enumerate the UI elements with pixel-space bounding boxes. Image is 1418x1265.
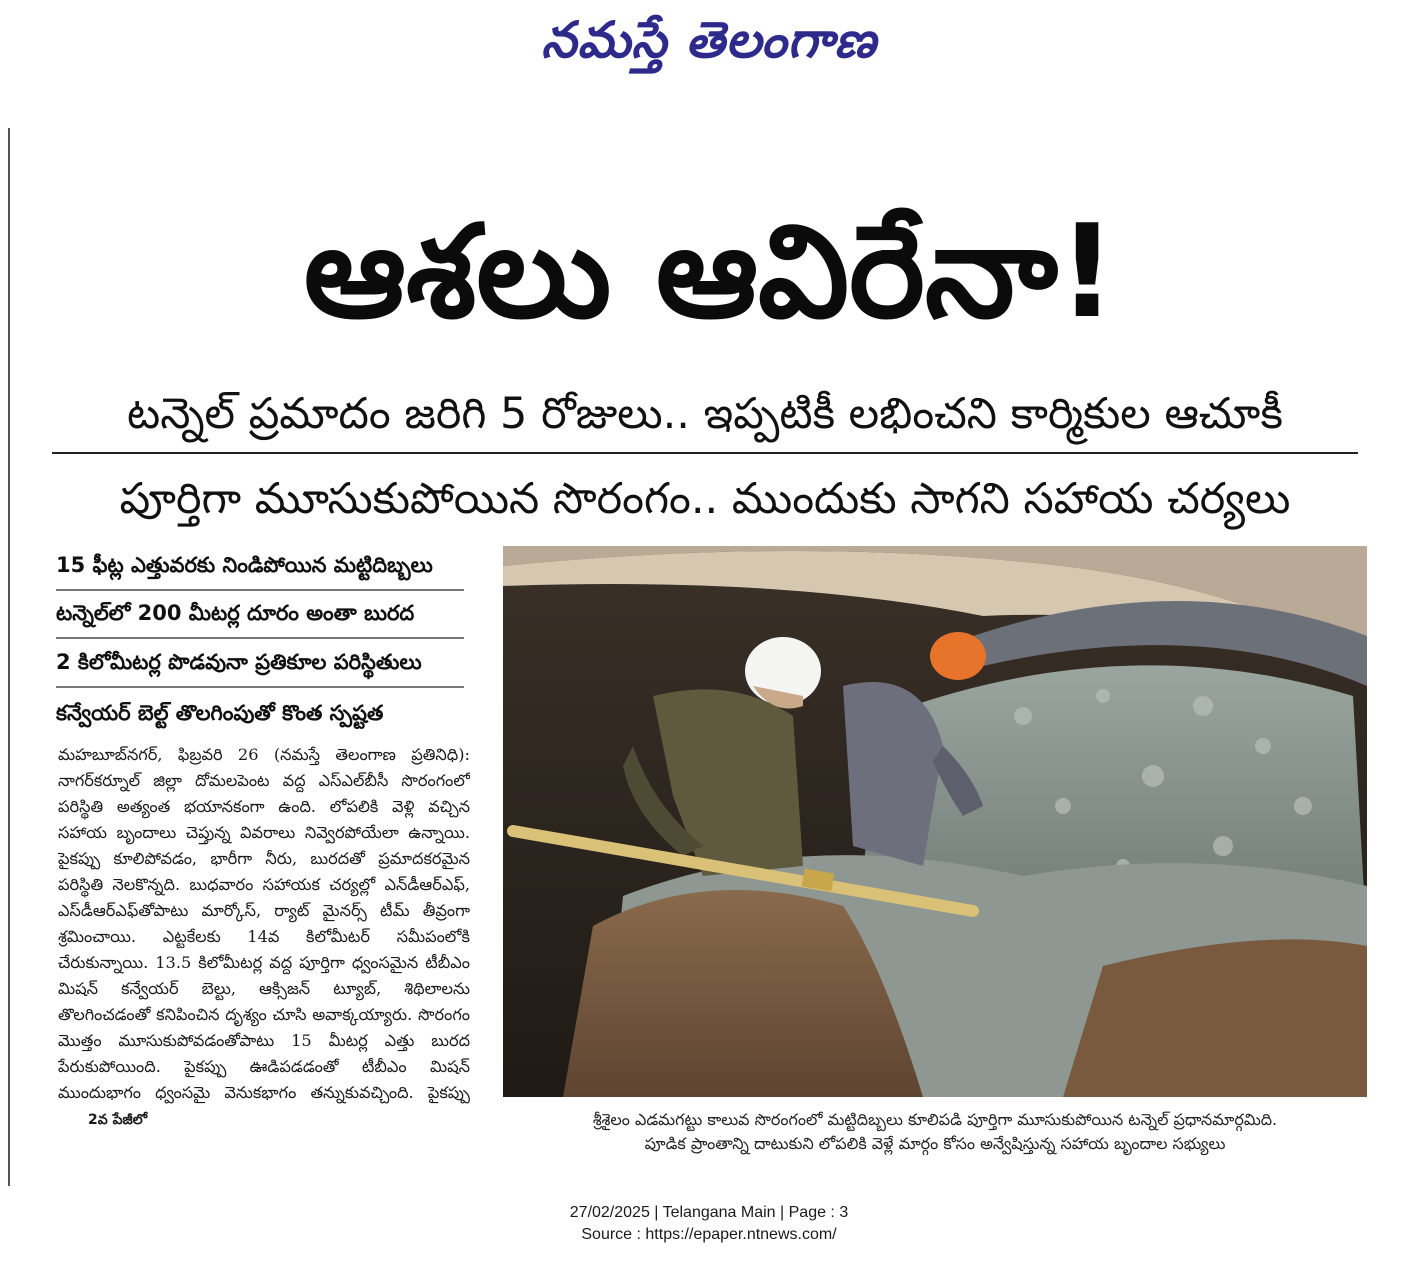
highlight-point-2: టన్నెల్‌లో 200 మీటర్ల దూరం అంతా బురద [56,601,415,625]
photo-illustration [503,546,1367,1097]
headline-text: ఆశలు ఆవిరేనా! [303,198,1117,347]
highlight-divider [56,589,464,591]
caption-line-2: పూడిక ప్రాంతాన్ని దాటుకుని లోపలికి వెళ్లే మార్గం కోసం అన్వేషిస్తున్న సహాయ బృందాల సభ్యులు [644,1134,1226,1153]
caption-line-1: శ్రీశైలం ఎడమగట్టు కాలువ సొరంగంలో మట్టిదిబ్బలు కూలిపడి పూర్తిగా మూసుకుపోయిన టన్నెల్ ప్రధానమార్గమిది. [592,1110,1278,1129]
footer-edition-info: 27/02/2025 | Telangana Main | Page : 3 [569,1204,849,1221]
continued-on-page-2: 2వ పేజీలో [88,1112,148,1128]
subheadline-1: టన్నెల్ ప్రమాదం జరిగి 5 రోజులు.. ఇప్పటికీ లభించని కార్మికుల ఆచూకీ [127,389,1283,439]
article-text: మహబూబ్‌నగర్, ఫిబ్రవరి 26 (నమస్తే తెలంగాణ ప్రతినిధి): నాగర్‌కర్నూల్ జిల్లా దోమలపెంట వద్ద ఎస్‌ఎల్‌బీసీ సొరంగంలో పరిస్థితి అత్యంత భయానకంగా ఉంది. లోపలికి వెళ్లి వచ్చిన సహాయ బృందాలు చెప్తున్న వివరాలు నివ్వెరపోయేలా ఉన్నాయి. పైకప్పు కూలిపోవడం, భారీగా నీరు, బురదతో ప్రమాదకరమైన పరిస్థితి నెలకొన్నది. బుధవారం సహాయక చర్యల్లో ఎన్‌డీఆర్‌ఎఫ్, ఎస్‌డీఆర్‌ఎఫ్‌తోపాటు మార్కోస్, ర్యాట్ మైనర్స్ టీమ్ తీవ్రంగా శ్రమించాయి. ఎట్టకేలకు 14వ కిలోమీటర్ సమీపంలోకి చేరుకున్నాయి. 13.5 కిలోమీటర్ల వద్ద పూర్తిగా ధ్వంసమైన టీబీఎం మిషన్ కన్వేయర్ బెల్టు, ఆక్సిజన్ ట్యూబ్, శిథిలాలను తొలగించడంతో కనిపించిన దృశ్యం చూసి అవాక్కయ్యారు. సొరంగం మొత్తం మూసుకుపోవడంతోపాటు 15 మీటర్ల ఎత్తు బురద పేరుకుపోయింది. పైకప్పు ఊడిపడడంతో టీబీఎం మిషన్ ముందుభాగం ధ్వంసమై వెనుకభాగం తన్నుకువచ్చింది. పైకప్పు [58,745,470,1102]
subheadline-divider [52,452,1358,454]
subheadline-2: పూర్తిగా మూసుకుపోయిన సొరంగం.. ముందుకు సాగని సహాయ చర్యలు [119,474,1291,524]
headline [40,178,1380,368]
photo-caption [503,1108,1367,1156]
masthead-logo-text: నమస్తే తెలంగాణ [541,10,877,69]
highlight-divider [56,686,464,688]
highlight-point-4: కన్వేయర్ బెల్ట్ తొలగింపుతో కొంత స్పష్టత [56,701,384,725]
highlight-point-1: 15 ఫీట్ల ఎత్తువరకు నిండిపోయిన మట్టిదిబ్బలు [56,553,433,577]
highlight-divider [56,637,464,639]
column-divider [8,128,10,1186]
masthead [0,0,1418,92]
tunnel-rescue-photo [503,546,1367,1097]
article-body [58,742,470,1160]
highlight-point-3: 2 కిలోమీటర్ల పొడవునా ప్రతికూల పరిస్థితులు [56,650,422,674]
footer-source-link[interactable]: Source : https://epaper.ntnews.com/ [581,1226,837,1243]
